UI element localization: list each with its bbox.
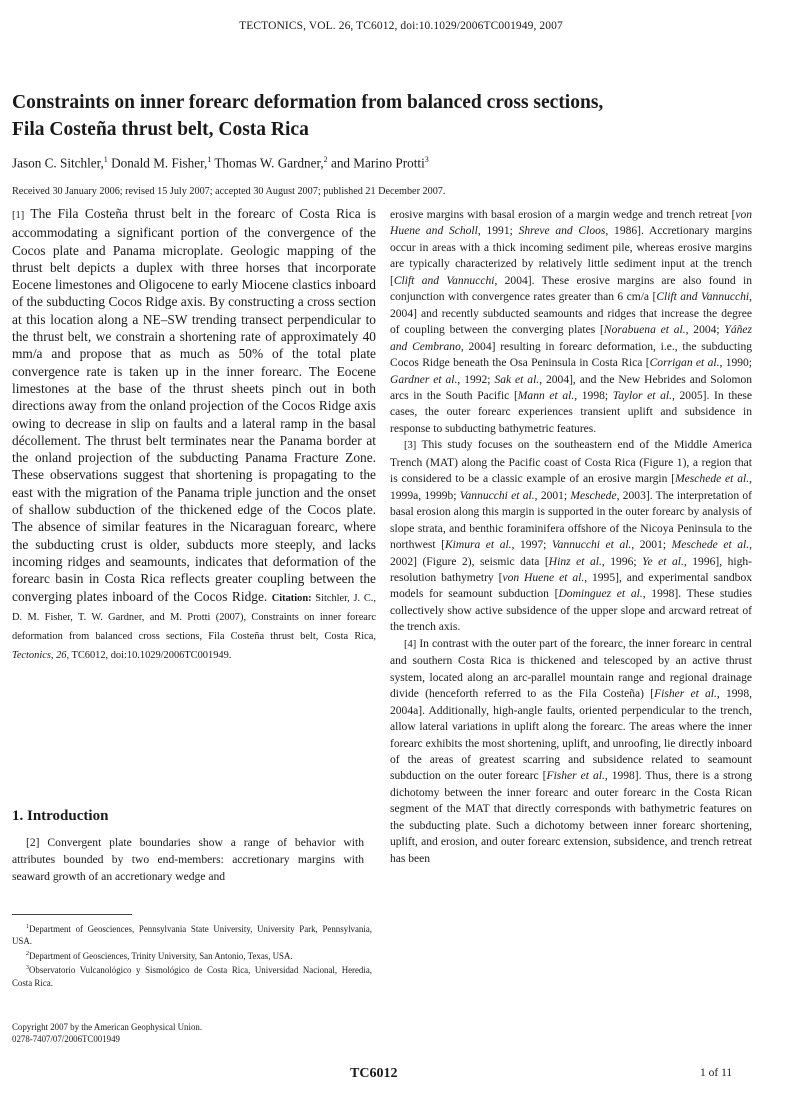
affiliation-marker: 1 [103, 155, 108, 164]
page-number: 1 of 11 [700, 1067, 733, 1079]
reference-author: Meschede [570, 489, 617, 502]
footnote [12, 948, 372, 962]
body-text: , 1986]. Accretionary margins occur in areas with a thick incoming sediment pile, whereas erosive margins are typically characterized by relatively little sediment input at the trench [ [390, 225, 753, 287]
author-list [12, 155, 772, 171]
body-paragraph [390, 437, 752, 635]
author-name: Donald M. Fisher, [107, 155, 208, 171]
body-text: , 1996], high-resolution bathymetry [ [390, 555, 752, 584]
affiliation-footnotes [12, 921, 372, 989]
body-text: This study focuses on the southeastern end of the Middle America Trench (MAT) along the Pacific coast of Costa Rica (Figure 1), a region that is considered to be a classic example of an erosive margin [ [390, 439, 752, 486]
intro-text: Convergent plate boundaries show a range of behavior with attributes bounded by two end-members: accretionary margins with seaward growth of an accretionary wedge and [12, 836, 364, 883]
body-paragraph [390, 207, 752, 437]
footnote-marker: 3 [26, 965, 29, 972]
body-text: , 1998, 2004a]. Additionally, high-angle faults, oriented perpendicular to the trench, allow lateral variations in uplift along the forearc. The areas where the inner forearc exhibits the most shortening, uplift, and unroofing, lie directly inboard of the areas of greatest scarring and subsidence related to seamount subduction on the outer forearc [ [390, 688, 752, 783]
body-text: , 2004]. These erosive margins are also found in conjunction with convergence rates greater than 6 cm/a [ [390, 274, 752, 304]
right-column [390, 207, 752, 867]
running-head: TECTONICS, VOL. 26, TC6012, doi:10.1029/2006TC001949, 2007 [239, 20, 563, 32]
body-text: erosive margins with basal erosion of a margin wedge and trench retreat [ [390, 209, 736, 221]
body-text: , 2004; [685, 324, 725, 337]
reference-author: Dominguez et al. [558, 588, 643, 601]
body-text: , 1996; [601, 555, 643, 568]
reference-author: von Huene and Scholl [390, 209, 752, 238]
footnote-marker: 1 [26, 924, 29, 930]
reference-author: Shreve and Cloos [518, 225, 606, 238]
body-text: , 1991; [477, 225, 519, 238]
affiliation-marker: 1 [207, 155, 212, 164]
body-text: , 1999a, 1999b; [390, 473, 752, 502]
paragraph-number: [3] [404, 440, 417, 452]
reference-author: Clift and Vannucchi [393, 274, 495, 287]
footnote [12, 921, 372, 948]
affiliation-marker: 2 [323, 155, 328, 164]
copyright-line: Copyright 2007 by the American Geophysical Union. [12, 1022, 203, 1032]
author-name: Thomas W. Gardner, [211, 155, 324, 171]
section-heading-introduction: 1. Introduction [12, 808, 109, 824]
body-text: , 2003]. The interpretation of basal erosion along this margin is supported in the outer forearc by analysis of slope strata, and benthic foraminifera offshore of the Nicoya Peninsula to the northwest [ [390, 489, 752, 552]
body-text: , 2004] and recently subducted seamounts and ridges that increase the degree of coupling between the converging plates [ [390, 291, 752, 337]
reference-author: Yáñez and Cembrano [390, 324, 752, 353]
footnote [12, 962, 372, 989]
abstract [12, 205, 376, 664]
reference-author: Corrigan et al. [649, 357, 720, 370]
body-text: , 1990; [719, 357, 752, 370]
body-text: In contrast with the outer part of the forearc, the inner forearc in central and southern Costa Rica is thickened and telescoped by an active thrust system, located along an arc-parallel mountain range and regional drainage divide (henceforth referred to as the Fila Costeña) [ [390, 637, 752, 701]
copyright-block [12, 1021, 372, 1046]
citation-doi: TC6012, doi:10.1029/2006TC001949. [69, 649, 232, 661]
reference-author: Sak et al. [494, 373, 540, 386]
received-dates: Received 30 January 2006; revised 15 July 2007; accepted 30 August 2007; published 21 December 2007. [12, 186, 446, 197]
paragraph-number: [2] [26, 836, 40, 849]
body-text: , 1992; [457, 373, 495, 386]
body-text: , 1998]. Thus, there is a strong dichotomy between the inner forearc and outer forearc in the Costa Rican segment of the MAT that directly corresponds with bathymetric features on the subducting plate. Such a dichotomy between inner forearc shortening, uplift, and erosion, and outer forearc extension, subsidence, and trench retreat has been [390, 770, 753, 865]
body-text: , 2001; [631, 539, 672, 552]
reference-author: von Huene et al. [502, 571, 585, 584]
body-text: , 1995], and experimental sandbox models for seamount subduction [ [390, 571, 752, 601]
footnote-text: Observatorio Vulcanológico y Sismológico de Costa Rica, Universidad Nacional, Heredia, Costa Rica. [12, 965, 372, 988]
reference-author: Norabuena et al. [603, 324, 686, 337]
reference-author: Hinz et al. [548, 555, 602, 568]
reference-author: Fisher et al. [546, 770, 605, 783]
reference-author: Meschede et al. [671, 539, 750, 552]
author-name: and Marino Protti [327, 155, 425, 171]
body-text: , 2005]. In these cases, the outer forearc experiences transient uplift and subsidence in response to subducting bathymetric features. [390, 389, 753, 435]
reference-author: Taylor et al. [612, 389, 672, 402]
body-paragraph [390, 636, 752, 867]
reference-author: Vannucchi et al. [551, 539, 632, 552]
body-text: , 1998; [574, 389, 613, 402]
footnote-divider [12, 914, 132, 915]
article-id-footer: TC6012 [350, 1066, 398, 1081]
body-text: , 2002] (Figure 2), seismic data [ [390, 539, 752, 568]
reference-author: Ye et al. [642, 555, 684, 568]
citation-label: Citation: [271, 592, 312, 604]
footnote-marker: 2 [26, 950, 29, 957]
reference-author: Gardner et al. [390, 373, 458, 386]
issn-line: 0278-7407/07/2006TC001949 [12, 1034, 120, 1045]
footnote-text: Department of Geosciences, Trinity University, San Antonio, Texas, USA. [29, 950, 293, 961]
paragraph-number: [4] [404, 638, 417, 650]
reference-author: Kimura et al. [444, 539, 512, 552]
citation-text: Sitchler, J. C., D. M. Fisher, T. W. Gardner, and M. Protti (2007), Constraints on inner forearc deformation from balanced cross sections, Fila Costeña thrust belt, Costa Rica, [12, 592, 376, 642]
reference-author: Meschede et al. [675, 473, 750, 486]
citation-journal: Tectonics, 26, [12, 649, 70, 661]
reference-author: Vannucchi et al. [459, 489, 535, 502]
author-name: Jason C. Sitchler, [12, 155, 104, 171]
affiliation-marker: 3 [424, 155, 429, 164]
body-text: , 2004], and the New Hebrides and Solomon arcs in the South Pacific [ [390, 373, 753, 402]
footnote-text: Department of Geosciences, Pennsylvania State University, University Park, Pennsylvania, USA. [12, 923, 372, 947]
body-text: , 1997; [511, 539, 552, 552]
article-title: Constraints on inner forearc deformation from balanced cross sections, Fila Costeña thrust belt, Costa Rica [12, 92, 604, 140]
reference-author: Fisher et al. [654, 688, 717, 701]
body-text: , 2004] resulting in forearc deformation, i.e., the subducting Cocos Ridge beneath the Osa Peninsula in Costa Rica [ [390, 340, 752, 370]
body-text: , 1998]. These studies collectively show active subsidence of the upper slope and arcward retreat of the trench axis. [390, 588, 753, 634]
paragraph-number: [1] [12, 210, 25, 221]
body-text: , 2001; [534, 489, 571, 502]
reference-author: Clift and Vannucchi [656, 291, 750, 304]
reference-author: Mann et al. [517, 389, 575, 402]
abstract-text: The Fila Costeña thrust belt in the forearc of Costa Rica is accommodating a significant portion of the convergence of the Cocos plate and Panama microplate. Geologic mapping of the thrust belt depicts a duplex with three horses that incorporate Eocene limestones and Oligocene to early Miocene clastics inboard of the subducting Cocos Ridge axis. By constructing a cross section at this location along a NE–SW trending transect perpendicular to the thrust belt, we constrain a shortening rate of approximately 40 mm/a and propose that as much as 50% of the total plate convergence rate is taken up in the inner forearc. The Eocene limestones at the base of the thrust sheets pinch out in both directions away from the onland projection of the Cocos Ridge axis owing to decrease in slip on faults and a lateral ramp in the basal décollement. The thrust belt terminates near the Panama border at the onland projection of the subducting Panama Fracture Zone. These observations suggest that shortening is propagating to the east with the migration of the Panama triple junction and the onset of shallow subduction of the thickened edge of the Cocos plate. The absence of similar features in the Nicaraguan forearc, where the subducting crust is older, subducts more steeply, and lacks incoming ridges and seamounts, indicates that deformation of the forearc basin in Costa Rica reflects greater coupling between the converging plates inboard of the Cocos Ridge. [12, 206, 376, 604]
intro-paragraph [12, 834, 364, 885]
